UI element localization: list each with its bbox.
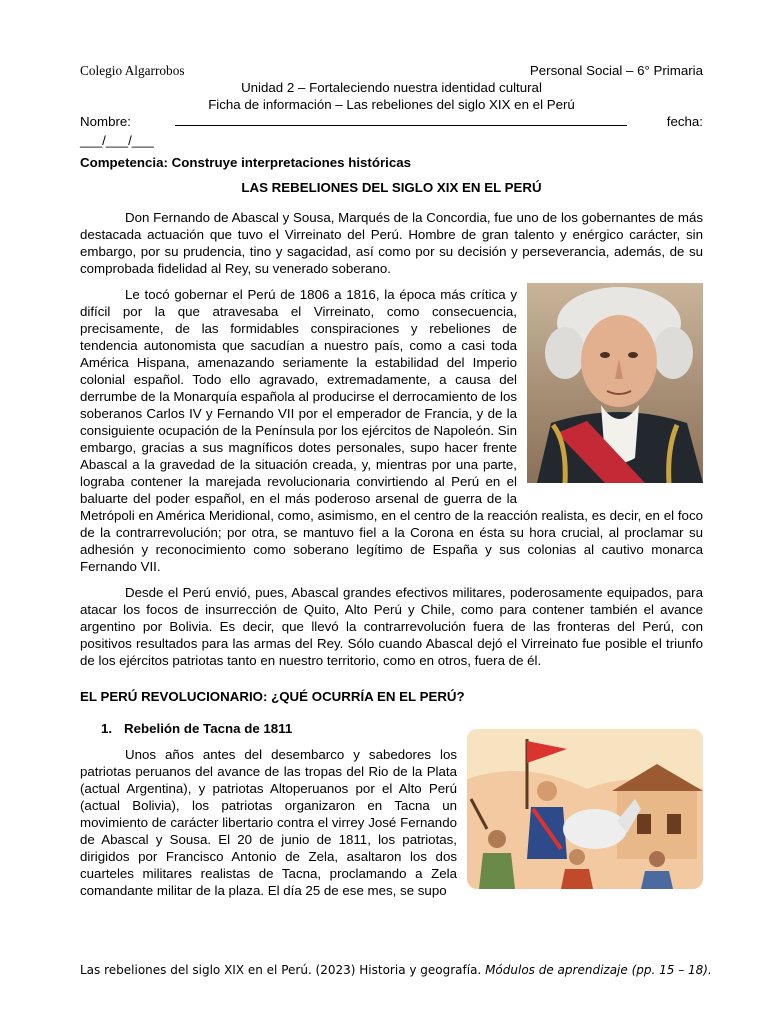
footer-text: Las rebeliones del siglo XIX en el Perú. (2023) Historia y geografía.: [80, 963, 486, 977]
portrait-image: [527, 283, 703, 483]
subsection-label: Rebelión de Tacna de 1811: [124, 721, 293, 736]
name-row: [80, 113, 703, 130]
footer-italic: Módulos de aprendizaje (pp. 15 – 18).: [485, 963, 712, 977]
name-label: Nombre:: [80, 114, 131, 129]
footer-citation: [80, 962, 712, 979]
course-name: Personal Social – 6° Primaria: [529, 63, 703, 78]
section-title: EL PERÚ REVOLUCIONARIO: ¿QUÉ OCURRÍA EN EL PERÚ?: [80, 689, 465, 704]
paragraph-2: Le tocó gobernar el Perú de 1806 a 1816, la época más crítica y difícil por la que atravesaba el Virreinato, como consecuencia, precisamente, de las formidables conspiraciones y rebeliones de tendencia autonomista que sacudían a nuestro país, como a casi toda América Hispana, amenazando seriamente la estabilidad del Imperio colonial español. Todo ello agravado, extremadamente, a causa del derrumbe de la Monarquía española al producirse el derrocamiento de los soberanos Carlos IV y Fernando VII por el emperador de Francia, y de la consiguiente ocupación de la Península por los ejércitos de Napoleón. Sin embargo, gracias a sus magníficos dotes personales, supo hacer frente Abascal a la gravedad de la situación creada, y, mientras por una parte, lograba contener la marejada revolucionaria convirtiendo al Perú en el baluarte del poder español, en el más poderoso arsenal de guerra de la Metrópoli en América Meridional, como, asimismo, en el centro de la reacción realista, es decir, en el foco de la contrarrevolución; por otra, se mantuvo fiel a la Corona en ésta su hora crucial, al proclamar su adhesión y reconocimiento como soberano legítimo de España y sus colonias al cautivo monarca Fernando VII.: [80, 287, 703, 574]
header-row: [80, 62, 703, 79]
page-title: LAS REBELIONES DEL SIGLO XIX EN EL PERÚ: [241, 180, 542, 195]
tacna-paragraph: Unos años antes del desembarco y sabedores los patriotas peruanos del avance de las tropas del Rio de la Plata (actual Argentina), y patriotas Altoperuanos por el Alto Perú (actual Bolivia), los patriotas organizaron en Tacna un movimiento de carácter libertario contra el virrey José Fernando de Abascal y Sousa. El 20 de junio de 1811, los patriotas, dirigidos por Francisco Antonio de Zela, asaltaron los dos cuarteles militares realistas de Tacna, proclamando a Zela comandante militar de la plaza. El día 25 de ese mes, se supo: [80, 747, 457, 898]
tacna-image: [467, 729, 703, 889]
name-input-line[interactable]: [175, 113, 627, 126]
date-blank: ___/___/___: [80, 133, 154, 148]
document-page: [80, 62, 703, 899]
competencia: Competencia: Construye interpretaciones históricas: [80, 155, 412, 170]
tacna-illustration: [467, 723, 703, 893]
paragraph-1: Don Fernando de Abascal y Sousa, Marqués de la Concordia, fue uno de los gobernantes de más destacada actuación que tuvo el Virreinato del Perú. Hombre de gran talento y enérgico carácter, sin embargo, por su prudencia, tino y sagacidad, así como por su decisión y perseverancia, además, de su comprobada fidelidad al Rey, su venerado soberano.: [80, 210, 703, 276]
sheet-title: Ficha de información – Las rebeliones del siglo XIX en el Perú: [208, 97, 575, 112]
date-label: fecha:: [666, 114, 703, 129]
school-name: Colegio Algarrobos: [80, 63, 185, 78]
abascal-portrait: [527, 283, 703, 487]
unit-title: Unidad 2 – Fortaleciendo nuestra identidad cultural: [241, 80, 542, 95]
paragraph-3: Desde el Perú envió, pues, Abascal grandes efectivos militares, poderosamente equipados, para atacar los focos de insurrección de Quito, Alto Perú y Chile, como para contener también el avance argentino por Bolivia. Es decir, que llevó la contrarrevolución fuera de las fronteras del Perú, con positivos resultados para las armas del Rey. Sólo cuando Abascal dejó el Virreinato fue posible el triunfo de los ejércitos patriotas tanto en nuestro territorio, como en otros, fuera de él.: [80, 585, 703, 668]
subsection-number: 1.: [101, 721, 113, 736]
